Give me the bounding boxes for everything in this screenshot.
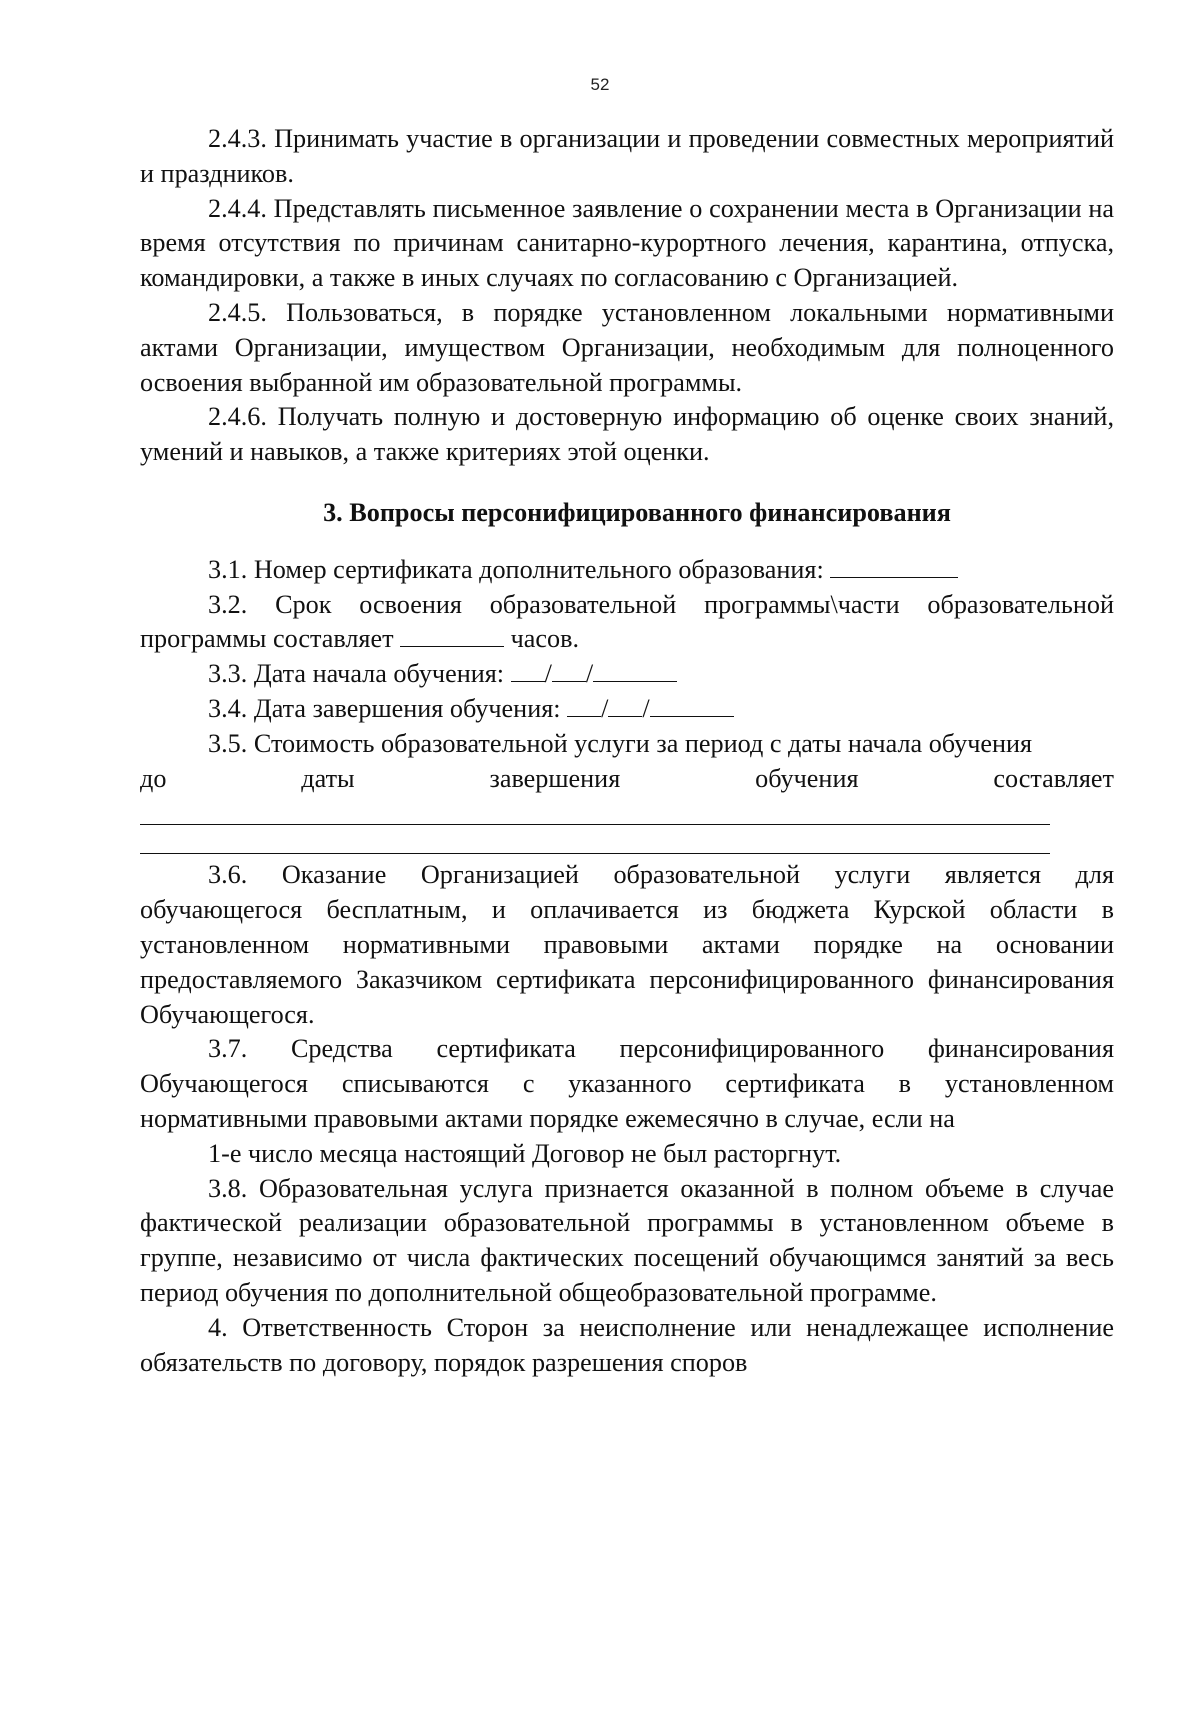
document-body	[140, 122, 1114, 1380]
page-number: 52	[590, 75, 610, 94]
word: обучения	[755, 763, 859, 793]
paragraph-3-5-continuation	[140, 762, 1114, 797]
cost-blank-line-2	[140, 825, 1050, 854]
start-month-blank	[552, 657, 586, 682]
word: даты	[301, 763, 355, 793]
paragraph-3-1	[140, 553, 1114, 588]
date-separator: /	[642, 693, 650, 723]
date-separator: /	[601, 693, 609, 723]
end-date-label: 3.4. Дата завершения обучения:	[208, 693, 561, 723]
duration-hours-blank	[400, 622, 504, 647]
section-3-title: 3. Вопросы персонифицированного финансирования	[323, 497, 951, 527]
start-year-blank	[593, 657, 677, 682]
cost-blank-line-1	[140, 796, 1050, 825]
start-date-label: 3.3. Дата начала обучения:	[208, 659, 505, 689]
end-year-blank	[650, 692, 734, 717]
certificate-number-label: 3.1. Номер сертификата дополнительного образования:	[208, 554, 824, 584]
word: составляет	[993, 763, 1114, 793]
paragraph-3-8: 3.8. Образовательная услуга признается оказанной в полном объеме в случае фактической реализации образовательной программы в установленном объеме в группе, независимо от числа фактических посещений обучающимся занятий за весь период обучения по дополнительной общеобразовательной программе.	[140, 1173, 1114, 1307]
paragraph-2-4-6: 2.4.6. Получать полную и достоверную информацию об оценке своих знаний, умений и навыков, а также критериях этой оценки.	[140, 402, 1114, 467]
section-4-title: 4. Ответственность Сторон за неисполнение или ненадлежащее исполнение обязательств по договору, порядок разрешения споров	[140, 1312, 1114, 1377]
certificate-number-blank	[830, 553, 958, 578]
hours-label: часов.	[510, 624, 580, 654]
paragraph-3-4	[140, 692, 1114, 727]
paragraph-3-6: 3.6. Оказание Организацией образовательной услуги является для обучающегося бесплатным, и оплачивается из бюджета Курской области в установленном нормативными правовыми актами порядке на основании предоставляемого Заказчиком сертификата персонифицированного финансирования Обучающегося.	[140, 860, 1114, 1029]
paragraph-3-5: 3.5. Стоимость образовательной услуги за период с даты начала обучения	[208, 728, 1033, 758]
date-separator: /	[585, 659, 594, 689]
paragraph-2-4-3: 2.4.3. Принимать участие в организации и проведении совместных мероприятий и праздников.	[140, 124, 1114, 188]
start-day-blank	[511, 657, 545, 682]
date-separator: /	[544, 659, 552, 689]
paragraph-3-3	[140, 657, 1114, 692]
word: до	[140, 763, 167, 793]
paragraph-3-7-continuation: 1-е число месяца настоящий Договор не был расторгнут.	[208, 1138, 842, 1168]
paragraph-2-4-4: 2.4.4. Представлять письменное заявление о сохранении места в Организации на время отсутствия по причинам санитарно-курортного лечения, карантина, отпуска, командировки, а также в иных случаях по согласованию с Организацией.	[140, 193, 1114, 293]
word: завершения	[489, 763, 621, 793]
end-month-blank	[608, 692, 642, 717]
duration-label: 3.2. Срок освоения образовательной программы\части образовательной программы составляет	[140, 589, 1114, 654]
paragraph-3-7: 3.7. Средства сертификата персонифицированного финансирования Обучающегося списываются с указанного сертификата в установленном нормативными правовыми актами порядке ежемесячно в случае, если на	[140, 1034, 1114, 1133]
end-day-blank	[567, 692, 601, 717]
paragraph-3-2	[140, 588, 1114, 658]
paragraph-2-4-5: 2.4.5. Пользоваться, в порядке установленном локальными нормативными актами Организации, имуществом Организации, необходимым для полноценного освоения выбранной им образовательной программы.	[140, 297, 1114, 397]
